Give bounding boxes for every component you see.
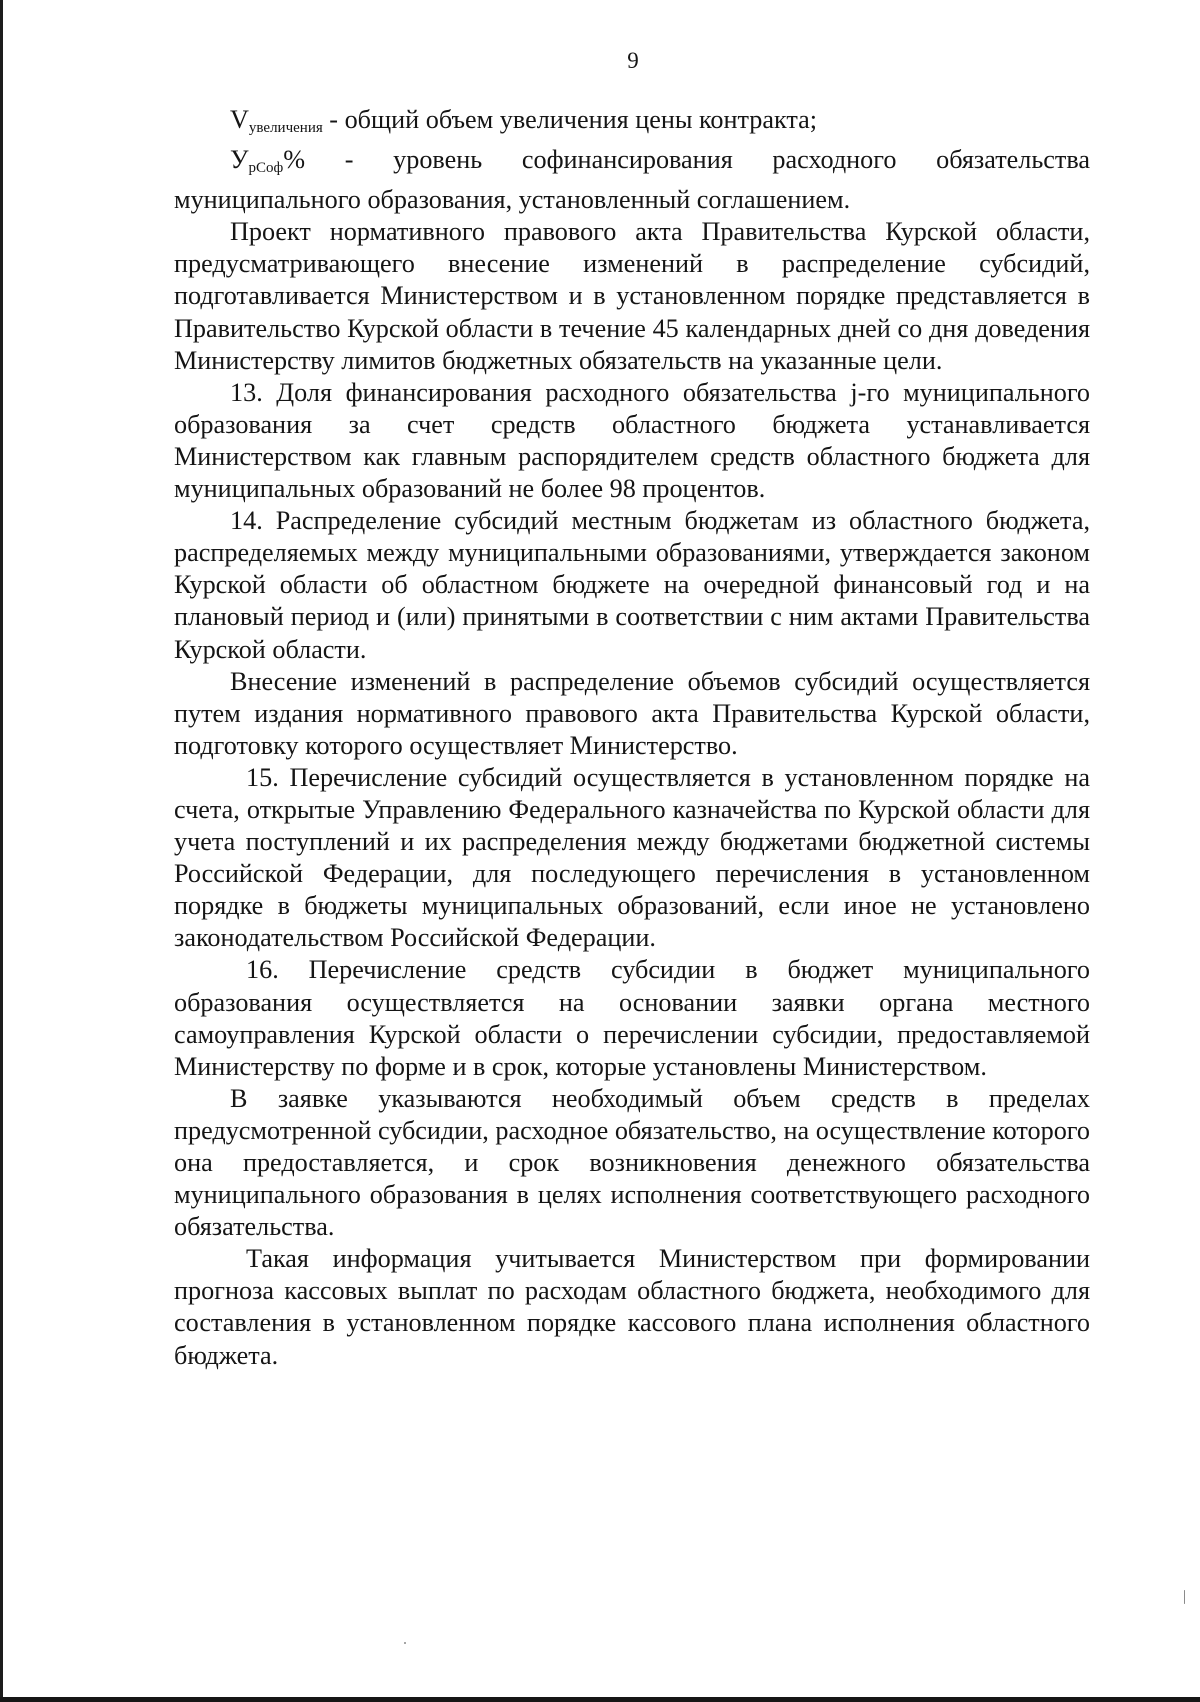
scan-speck <box>404 1642 406 1644</box>
definition-symbol: У <box>230 145 249 175</box>
definition-v-increase <box>174 104 1090 144</box>
definition-symbol: V <box>230 105 249 134</box>
scan-bottom-edge <box>0 1697 1200 1702</box>
definition-subscript: увеличения <box>248 120 323 136</box>
scan-speck <box>1184 1590 1185 1604</box>
paragraph-15-transfer: 15. Перечисление субсидий осуществляется в установленном порядке на счета, открытые Управлению Федерального казначейства по Курской области для учета поступлений и их распределения между бюджетами бюджетной системы Российской Федерации, для последующего перечисления в установленном порядке в бюджеты муниципальных образований, если иное не установлено законодательством Российской Федерации. <box>174 762 1090 953</box>
scan-left-edge <box>0 0 3 1702</box>
page-number: 9 <box>627 48 639 73</box>
paragraph-application-contents: В заявке указываются необходимый объем средств в пределах предусмотренной субсидии, расходное обязательство, на осуществление которого она предоставляется, и срок возникновения денежного обязательства муниципального образования в целях исполнения соответствующего расходного обязательства. <box>174 1083 1090 1242</box>
paragraph-14-distribution: 14. Распределение субсидий местным бюджетам из областного бюджета, распределяемых между муниципальными образованиями, утверждается законом Курской области об областном бюджете на очередной финансовый год и на плановый период и (или) принятыми в соответствии с ним актами Правительства Курской области. <box>174 506 1090 664</box>
paragraph-16-application: 16. Перечисление средств субсидии в бюджет муниципального образования осуществляется на основании заявки органа местного самоуправления Курской области о перечислении субсидии, предоставляемой Министерству по форме и в срок, которые установлены Министерством. <box>174 955 1090 1081</box>
paragraph-cash-forecast: Такая информация учитывается Министерством при формировании прогноза кассовых выплат по расходам областного бюджета, необходимого для составления в установленном порядке кассового плана исполнения областного бюджета. <box>174 1244 1090 1370</box>
paragraph-draft-act: Проект нормативного правового акта Правительства Курской области, предусматривающего внесение изменений в распределение субсидий, подготавливается Министерством и в установленном порядке представляется в Правительство Курской области в течение 45 календарных дней со дня доведения Министерству лимитов бюджетных обязательств на указанные цели. <box>174 217 1090 375</box>
document-body <box>174 104 1090 1372</box>
definition-text: - уровень софинансирования расходного обязательства муниципального образования, установленный соглашением. <box>174 145 1090 215</box>
definition-text: - общий объем увеличения цены контракта; <box>322 105 818 134</box>
definition-subscript: рСоф <box>248 160 284 177</box>
paragraph-13-financing-share: 13. Доля финансирования расходного обязательства j-го муниципального образования за счет средств областного бюджета устанавливается Министерством как главным распорядителем средств областного бюджета для муниципальных образований не более 98 процентов. <box>174 377 1090 504</box>
definition-cofinancing-level <box>174 144 1090 216</box>
paragraph-amendments: Внесение изменений в распределение объемов субсидий осуществляется путем издания нормативного правового акта Правительства Курской области, подготовку которого осуществляет Министерство. <box>174 666 1090 760</box>
definition-percent: % <box>283 145 306 175</box>
